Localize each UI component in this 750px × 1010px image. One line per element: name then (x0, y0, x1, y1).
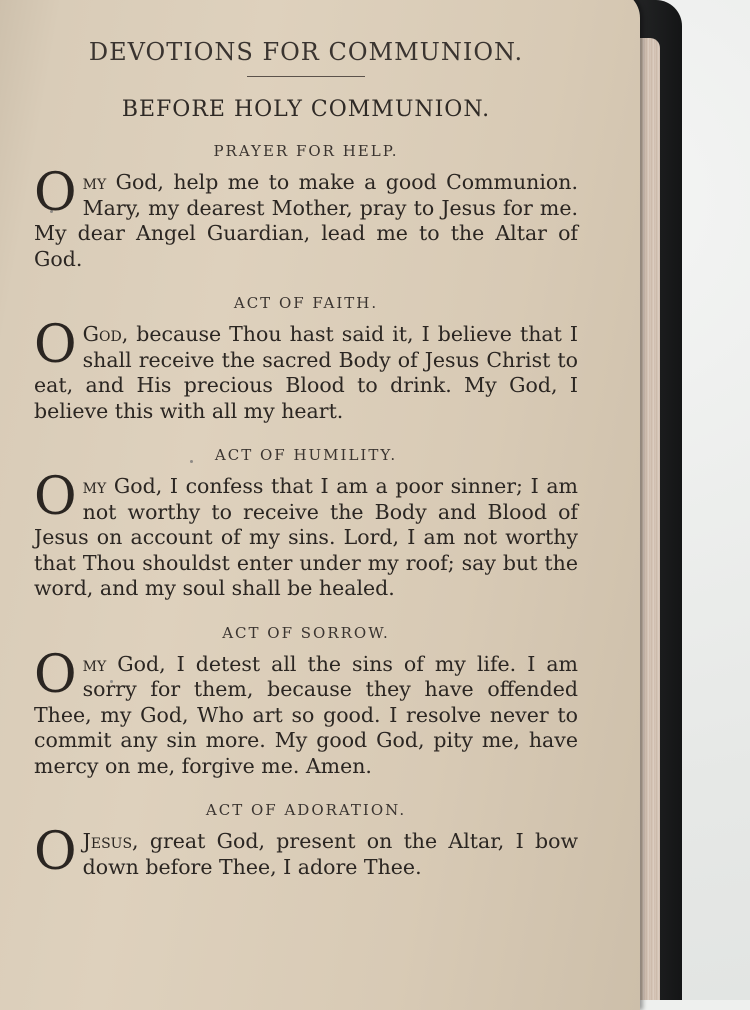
prayer-text (34, 315, 578, 424)
lead-word: my (82, 651, 107, 676)
lead-word: Jesus, (82, 829, 139, 853)
prayer-block (34, 294, 578, 424)
lead-word: God, (82, 322, 129, 346)
prayer-body: God, I confess that I am a poor sinner; I am not worthy to receive the Body and Blood of Jesus on account of my sins. Lord, I am not worthy that Thou shouldst enter under my roof; say but the word, and my soul shall be healed. (34, 474, 578, 600)
prayer-text (34, 467, 578, 602)
section-heading: BEFORE HOLY COMMUNION. (121, 97, 491, 122)
lead-word: my (82, 474, 107, 498)
drop-cap: O (34, 822, 77, 882)
prayer-body: because Thou hast said it, I believe that I shall receive the sacred Body of Jesus Christ to eat, and His precious Blood to drink. My God, I believe this with all my heart. (34, 322, 578, 423)
drop-cap: O (34, 644, 77, 705)
prayer-title: ACT OF SORROW. (222, 623, 390, 642)
prayer-body: God, I detest all the sins of my life. I am sorry for them, because they have offended Thee, my God, Who art so good. I resolve never to commit any sin more. My good God, pity me, have mercy on me, forgive me. Amen. (34, 651, 578, 778)
prayer-text (34, 644, 578, 780)
drop-cap: O (34, 163, 77, 223)
prayer-block (34, 142, 578, 272)
prayer-block (34, 624, 578, 780)
drop-cap: O (34, 315, 77, 375)
prayer-title: ACT OF ADORATION. (205, 801, 407, 819)
prayer-title: ACT OF FAITH. (233, 294, 379, 312)
prayer-block (34, 801, 578, 880)
title-rule (247, 76, 365, 77)
prayer-body: God, help me to make a good Communion. Mary, my dearest Mother, pray to Jesus for me. My dear Angel Guardian, lead me to the Altar of God. (34, 170, 578, 271)
lead-word: my (82, 170, 107, 194)
prayer-text (34, 822, 578, 882)
prayer-text (34, 163, 578, 272)
prayer-body: great God, present on the Altar, I bow down before Thee, I adore Thee. (82, 829, 578, 879)
prayer-block (34, 446, 578, 602)
page-content (34, 38, 578, 902)
prayer-title: PRAYER FOR HELP. (213, 142, 399, 160)
running-head: DEVOTIONS FOR COMMUNION. (88, 38, 524, 66)
prayer-title: ACT OF HUMILITY. (214, 446, 398, 464)
drop-cap: O (34, 467, 77, 527)
